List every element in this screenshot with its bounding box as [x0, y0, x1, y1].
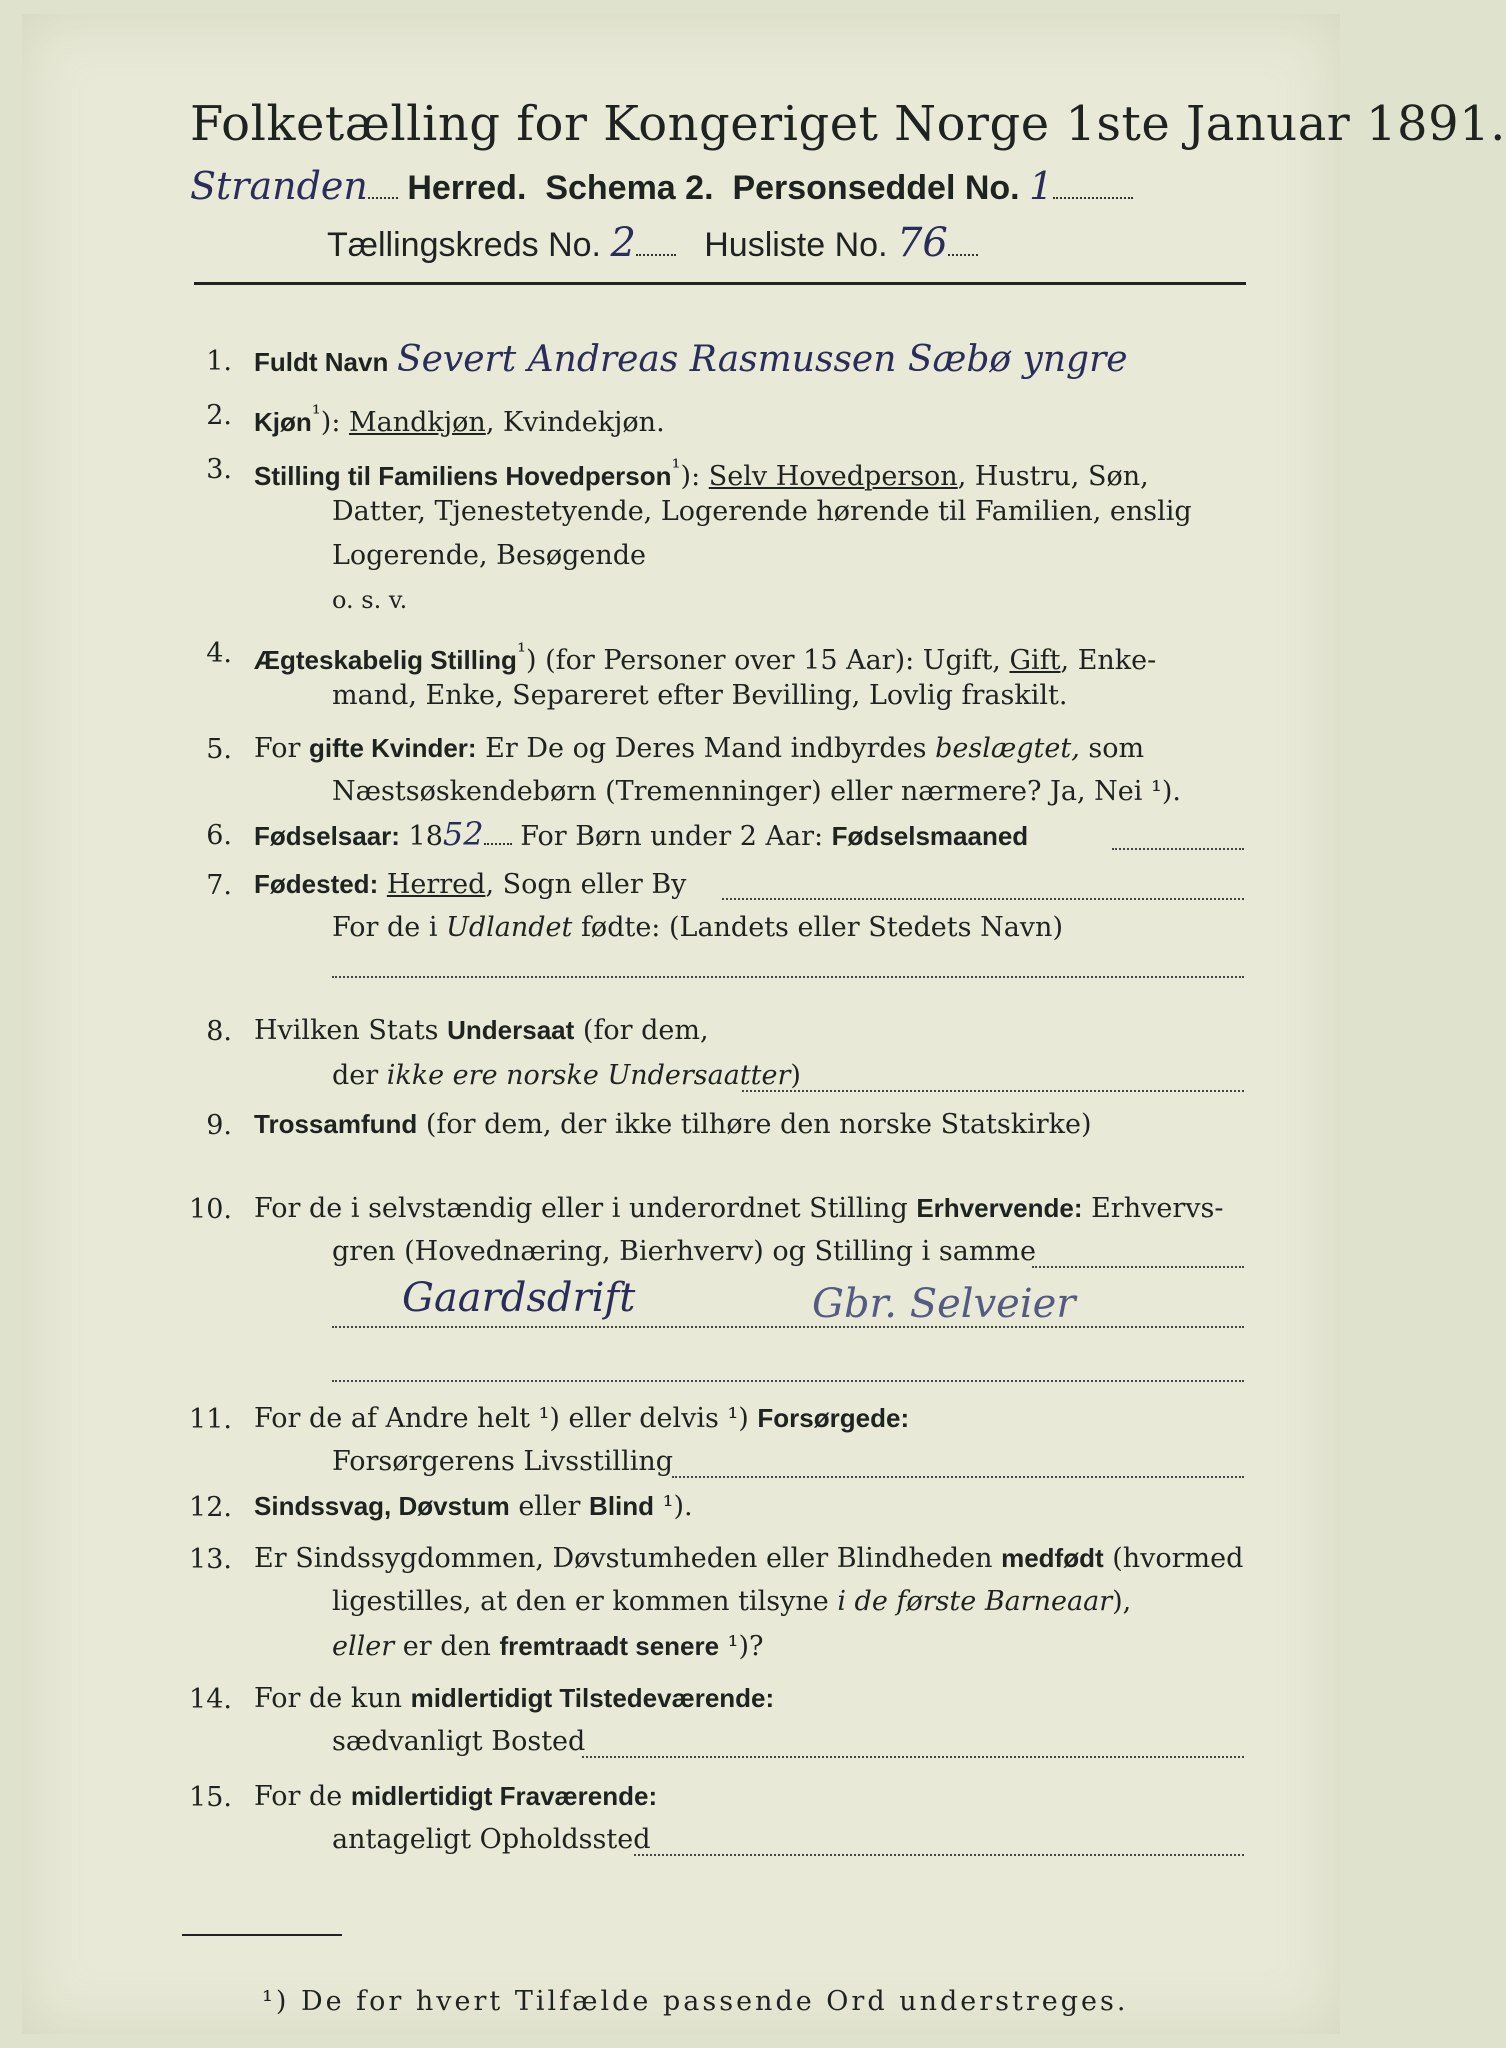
personseddel-number: 1	[1029, 164, 1054, 208]
full-name-answer: Severt Andreas Rasmussen Sæbø yngre	[396, 339, 1128, 380]
selected-position: Selv Hovedperson	[708, 461, 958, 492]
occupation-answer-2: Gbr. Selveier	[812, 1281, 1076, 1327]
item-12-disability: Sindssvag, Døvstum eller Blind ¹).	[254, 1491, 693, 1522]
form-title: Folketælling for Kongeriget Norge 1ste Januar 1891.	[190, 96, 1506, 152]
birth-year-answer: 52	[442, 815, 484, 853]
item-8-citizenship: Hvilken Stats Undersaat (for dem,	[254, 1015, 709, 1046]
item-number: 14.	[189, 1684, 232, 1715]
item-number: 15.	[189, 1782, 232, 1813]
item-5-married-women: For gifte Kvinder: Er De og Deres Mand indbyrdes beslægtet, som	[254, 733, 1145, 764]
item-number: 9.	[206, 1110, 232, 1141]
item-number: 7.	[206, 870, 232, 901]
item-number: 5.	[206, 734, 232, 765]
item-15-temporary-absent: For de midlertidigt Fraværende:	[254, 1781, 658, 1812]
item-number: 10.	[189, 1194, 232, 1225]
kreds-label: Tællingskreds No.	[327, 226, 601, 264]
item-number: 11.	[189, 1404, 232, 1435]
footnote: ¹) De for hvert Tilfælde passende Ord understreges.	[262, 1986, 1129, 2017]
item-number: 1.	[206, 346, 232, 377]
schema-label: Schema 2.	[545, 169, 714, 207]
item-number: 3.	[206, 454, 232, 485]
item-11-dependents: For de af Andre helt ¹) eller delvis ¹) Forsørgede:	[254, 1403, 910, 1434]
footnote-rule	[182, 1934, 342, 1936]
full-name-label: Fuldt Navn	[254, 347, 389, 377]
item-13-congenital: Er Sindssygdommen, Døvstumheden eller Blindheden medfødt (hvormed	[254, 1543, 1244, 1574]
selected-marital: Gift	[1009, 645, 1061, 676]
item-10-occupation: For de i selvstændig eller i underordnet Stilling Erhvervende: Erhvervs-	[254, 1193, 1224, 1224]
husliste-label: Husliste No.	[704, 226, 888, 264]
item-number: 12.	[189, 1492, 232, 1523]
item-number: 8.	[206, 1016, 232, 1047]
husliste-number: 76	[896, 220, 948, 266]
item-number: 6.	[206, 820, 232, 851]
item-3-position: Stilling til Familiens Hovedperson$^{^1}$): Selv Hovedperson, Hustru, Søn,	[254, 455, 1149, 492]
item-2-sex: Kjøn$^{^1}$): Mandkjøn, Kvindekjøn.	[254, 401, 665, 438]
item-9-religion: Trossamfund (for dem, der ikke tilhøre den norske Statskirke)	[254, 1109, 1092, 1140]
item-number: 4.	[206, 638, 232, 669]
kreds-line	[327, 220, 978, 266]
selected-sex: Mandkjøn	[349, 407, 486, 438]
header-rule	[194, 282, 1246, 285]
item-14-temporary-present: For de kun midlertidigt Tilstedeværende:	[254, 1683, 775, 1714]
item-7-birthplace: Fødested: Herred, Sogn eller By	[254, 869, 687, 900]
personseddel-label: Personseddel No.	[732, 169, 1020, 207]
item-6-birth-year: Fødselsaar: 1852 For Børn under 2 Aar: Fødselsmaaned	[254, 815, 1029, 853]
item-number: 13.	[189, 1544, 232, 1575]
occupation-answer-1: Gaardsdrift	[402, 1275, 636, 1321]
census-form-sheet: Folketælling for Kongeriget Norge 1ste Januar 1891. Stranden Herred. Schema 2. Personseddel No. 1 Tællingskreds No. 2 Husliste No. 76 1. Fuldt Navn Severt Andreas Rasmussen Sæbø yngre 2. Kjøn$^{^1}$): Mandkjøn, Kvindekjøn. 3. Stilling til Familiens Hovedperson$^{^1}$): Selv Hovedperson, Hustru, Søn, Datter, Tjenestetyende, Logerende hørende til Familien, enslig Logerende, Besøgende o. s. v. 4. Ægteskabelig Stilling$^{^1}$) (for Personer over 15 Aar): Ugift, Gift, Enke- mand, Enke, Separeret efter Bevilling, Lovlig fraskilt. 5. For gifte Kvinder: Er De og Deres Mand indbyrdes beslægtet, som Næstsøskendebørn (Tremenninger) eller nærmere? Ja, Nei ¹). 6. Fødselsaar: 1852 For Børn under 2 Aar: Fødselsmaaned 7. Fødested: Herred, Sogn eller By For de i Udlandet fødte: (Landets eller Stedets Navn) 8. Hvilken Stats Undersaat (for dem, der ikke ere norske Undersaatter) 9. Trossamfund (for dem, der ikke tilhøre den norske Statskirke) 10. For de i selvstændig eller i underordnet Stilling Erhvervende: Erhvervs- gren (Hovednæring, Bierhverv) og Stilling i samme Gaardsdrift Gbr. Selveier 11. For de af Andre helt ¹) eller delvis ¹) Forsørgede: Forsørgerens Livsstilling 12. Sindssvag, Døvstum eller Blind ¹). 13. Er Sindssygdommen, Døvstumheden eller Blindheden medfødt (hvormed ligestilles, at den er kommen tilsyne i de første Barneaar), eller er den fremtraadt senere ¹)? 14. For de kun midlertidigt Tilstedeværende: sædvanligt Bosted 15. For de midlertidigt Fraværende: antageligt Opholdssted ¹) De for hvert Tilfælde passende Ord understreges.	[22, 14, 1340, 2034]
herred-line	[190, 164, 1133, 208]
herred-handwritten: Stranden	[190, 164, 368, 208]
selected-birthplace: Herred	[386, 869, 486, 900]
item-1-full-name	[254, 338, 1128, 385]
item-number: 2.	[206, 400, 232, 431]
item-4-marital: Ægteskabelig Stilling$^{^1}$) (for Personer over 15 Aar): Ugift, Gift, Enke-	[254, 639, 1157, 676]
kreds-number: 2	[610, 220, 636, 266]
herred-label: Herred.	[407, 169, 527, 207]
